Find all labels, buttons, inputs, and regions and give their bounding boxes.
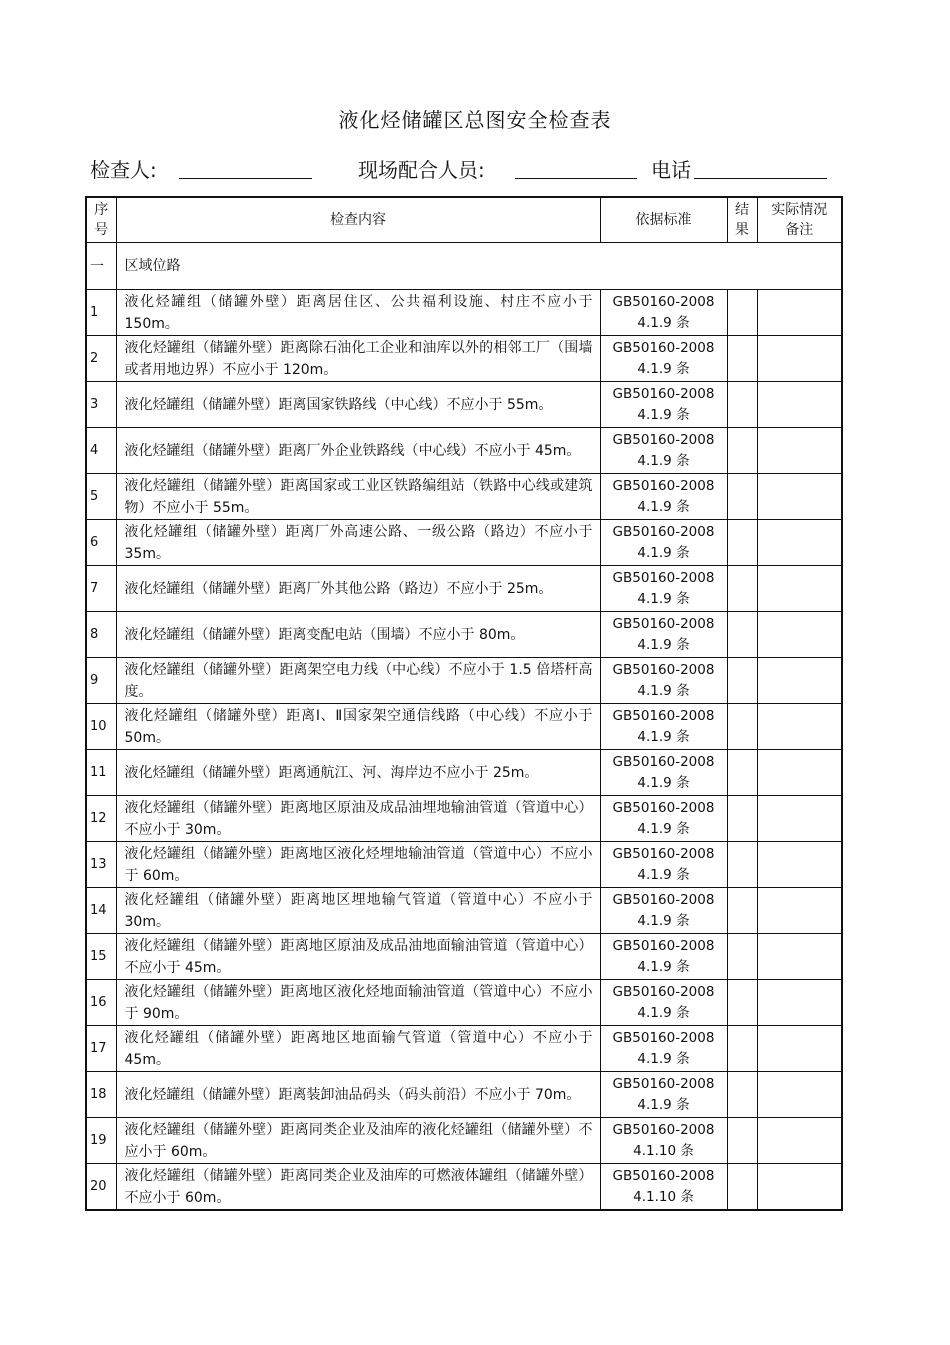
row-basis [600, 796, 727, 842]
row-number: 7 [86, 566, 116, 612]
row-content: 液化烃罐组（储罐外壁）距离除石油化工企业和油库以外的相邻工厂（围墙或者用地边界）不应小于 120m。 [116, 336, 600, 382]
row-basis [600, 934, 727, 980]
row-number: 14 [86, 888, 116, 934]
col-header-content: 检查内容 [116, 197, 600, 243]
result-cell[interactable] [727, 382, 757, 428]
remark-cell[interactable] [757, 842, 842, 888]
row-content: 液化烃罐组（储罐外壁）距离地区埋地输气管道（管道中心）不应小于 30m。 [116, 888, 600, 934]
inspector-label: 检查人: [90, 158, 157, 182]
basis-standard: GB50160-2008 [612, 845, 715, 862]
basis-clause: 4.1.9 条 [637, 636, 690, 653]
basis-standard: GB50160-2008 [612, 1121, 715, 1138]
table-row [86, 612, 842, 658]
table-row [86, 428, 842, 474]
basis-clause: 4.1.9 条 [637, 590, 690, 607]
row-content: 液化烃罐组（储罐外壁）距离国家或工业区铁路编组站（铁路中心线或建筑物）不应小于 55m。 [116, 474, 600, 520]
page-title: 液化烃储罐区总图安全检查表 [338, 108, 612, 132]
table-row [86, 566, 842, 612]
row-basis [600, 1072, 727, 1118]
basis-clause: 4.1.9 条 [637, 728, 690, 745]
row-content: 液化烃罐组（储罐外壁）距离Ⅰ、Ⅱ国家架空通信线路（中心线）不应小于 50m。 [116, 704, 600, 750]
row-basis [600, 842, 727, 888]
row-number: 1 [86, 290, 116, 336]
result-cell[interactable] [727, 612, 757, 658]
result-cell[interactable] [727, 566, 757, 612]
basis-standard: GB50160-2008 [612, 661, 715, 678]
remark-cell[interactable] [757, 796, 842, 842]
row-basis [600, 658, 727, 704]
remark-cell[interactable] [757, 1118, 842, 1164]
basis-standard: GB50160-2008 [612, 799, 715, 816]
inspection-table [85, 196, 843, 1211]
basis-standard: GB50160-2008 [612, 293, 715, 310]
basis-clause: 4.1.9 条 [637, 1004, 690, 1021]
basis-standard: GB50160-2008 [612, 1167, 715, 1184]
table-row [86, 704, 842, 750]
row-basis [600, 566, 727, 612]
remark-cell[interactable] [757, 934, 842, 980]
result-cell[interactable] [727, 290, 757, 336]
row-number: 18 [86, 1072, 116, 1118]
row-basis [600, 290, 727, 336]
remark-cell[interactable] [757, 750, 842, 796]
basis-standard: GB50160-2008 [612, 983, 715, 1000]
row-content: 液化烃罐组（储罐外壁）距离通航江、河、海岸边不应小于 25m。 [116, 750, 600, 796]
table-row [86, 290, 842, 336]
remark-cell[interactable] [757, 520, 842, 566]
section-number: 一 [86, 243, 116, 290]
table-row [86, 520, 842, 566]
phone-label: 电话 [651, 158, 691, 182]
remark-cell[interactable] [757, 1072, 842, 1118]
row-content: 液化烃罐组（储罐外壁）距离地区地面输气管道（管道中心）不应小于 45m。 [116, 1026, 600, 1072]
row-basis [600, 612, 727, 658]
basis-clause: 4.1.9 条 [637, 360, 690, 377]
basis-clause: 4.1.9 条 [637, 498, 690, 515]
basis-clause: 4.1.9 条 [637, 912, 690, 929]
table-row [86, 336, 842, 382]
basis-clause: 4.1.9 条 [637, 682, 690, 699]
row-basis [600, 1118, 727, 1164]
result-cell[interactable] [727, 1118, 757, 1164]
basis-standard: GB50160-2008 [612, 339, 715, 356]
table-row [86, 888, 842, 934]
row-content: 液化烃罐组（储罐外壁）距离装卸油品码头（码头前沿）不应小于 70m。 [116, 1072, 600, 1118]
basis-standard: GB50160-2008 [612, 753, 715, 770]
row-number: 8 [86, 612, 116, 658]
remark-cell[interactable] [757, 980, 842, 1026]
remark-cell[interactable] [757, 1026, 842, 1072]
row-basis [600, 704, 727, 750]
row-content: 液化烃罐组（储罐外壁）距离厂外其他公路（路边）不应小于 25m。 [116, 566, 600, 612]
result-cell[interactable] [727, 842, 757, 888]
row-content: 液化烃罐组（储罐外壁）距离同类企业及油库的液化烃罐组（储罐外壁）不应小于 60m。 [116, 1118, 600, 1164]
remark-cell[interactable] [757, 382, 842, 428]
basis-clause: 4.1.9 条 [637, 958, 690, 975]
table-header-row [86, 197, 842, 243]
row-number: 6 [86, 520, 116, 566]
basis-standard: GB50160-2008 [612, 891, 715, 908]
basis-clause: 4.1.9 条 [637, 406, 690, 423]
row-content: 液化烃罐组（储罐外壁）距离架空电力线（中心线）不应小于 1.5 倍塔杆高度。 [116, 658, 600, 704]
row-basis [600, 980, 727, 1026]
remark-cell[interactable] [757, 1164, 842, 1211]
table-row [86, 474, 842, 520]
result-cell[interactable] [727, 750, 757, 796]
remark-cell[interactable] [757, 336, 842, 382]
row-basis [600, 888, 727, 934]
basis-standard: GB50160-2008 [612, 523, 715, 540]
table-row [86, 1118, 842, 1164]
result-cell[interactable] [727, 704, 757, 750]
basis-clause: 4.1.9 条 [637, 774, 690, 791]
basis-clause: 4.1.9 条 [637, 1096, 690, 1113]
basis-clause: 4.1.9 条 [637, 544, 690, 561]
row-content: 液化烃罐组（储罐外壁）距离同类企业及油库的可燃液体罐组（储罐外壁）不应小于 60m。 [116, 1164, 600, 1211]
coordinator-blank[interactable] [515, 178, 637, 179]
row-content: 液化烃罐组（储罐外壁）距离地区液化烃埋地输油管道（管道中心）不应小于 60m。 [116, 842, 600, 888]
result-cell[interactable] [727, 796, 757, 842]
table-row [86, 980, 842, 1026]
row-content: 液化烃罐组（储罐外壁）距离地区原油及成品油地面输油管道（管道中心）不应小于 45m。 [116, 934, 600, 980]
result-cell[interactable] [727, 428, 757, 474]
basis-standard: GB50160-2008 [612, 615, 715, 632]
basis-standard: GB50160-2008 [612, 569, 715, 586]
basis-standard: GB50160-2008 [612, 431, 715, 448]
row-basis [600, 474, 727, 520]
row-number: 12 [86, 796, 116, 842]
remark-cell[interactable] [757, 658, 842, 704]
table-row [86, 1072, 842, 1118]
result-cell[interactable] [727, 658, 757, 704]
row-content: 液化烃罐组（储罐外壁）距离地区液化烃地面输油管道（管道中心）不应小于 90m。 [116, 980, 600, 1026]
remark-cell[interactable] [757, 428, 842, 474]
result-cell[interactable] [727, 1072, 757, 1118]
row-number: 3 [86, 382, 116, 428]
col-header-remark: 实际情况备注 [757, 197, 842, 243]
result-cell[interactable] [727, 520, 757, 566]
table-row [86, 382, 842, 428]
basis-clause: 4.1.9 条 [637, 1050, 690, 1067]
phone-blank[interactable] [694, 178, 827, 179]
inspector-blank[interactable] [179, 178, 312, 179]
basis-standard: GB50160-2008 [612, 385, 715, 402]
basis-clause: 4.1.9 条 [637, 866, 690, 883]
basis-clause: 4.1.10 条 [633, 1142, 694, 1159]
table-row [86, 750, 842, 796]
row-basis [600, 750, 727, 796]
table-row [86, 842, 842, 888]
row-number: 16 [86, 980, 116, 1026]
table-row [86, 934, 842, 980]
basis-standard: GB50160-2008 [612, 937, 715, 954]
row-basis [600, 382, 727, 428]
row-content: 液化烃罐组（储罐外壁）距离地区原油及成品油埋地输油管道（管道中心）不应小于 30m。 [116, 796, 600, 842]
result-cell[interactable] [727, 336, 757, 382]
row-number: 17 [86, 1026, 116, 1072]
table-row [86, 1026, 842, 1072]
result-cell[interactable] [727, 980, 757, 1026]
basis-standard: GB50160-2008 [612, 707, 715, 724]
col-header-basis: 依据标准 [600, 197, 727, 243]
section-title: 区域位路 [116, 243, 842, 290]
row-content: 液化烃罐组（储罐外壁）距离厂外企业铁路线（中心线）不应小于 45m。 [116, 428, 600, 474]
row-number: 13 [86, 842, 116, 888]
table-row [86, 658, 842, 704]
remark-cell[interactable] [757, 566, 842, 612]
basis-standard: GB50160-2008 [612, 477, 715, 494]
basis-clause: 4.1.9 条 [637, 314, 690, 331]
result-cell[interactable] [727, 1026, 757, 1072]
remark-cell[interactable] [757, 704, 842, 750]
basis-clause: 4.1.9 条 [637, 452, 690, 469]
row-number: 10 [86, 704, 116, 750]
row-content: 液化烃罐组（储罐外壁）距离国家铁路线（中心线）不应小于 55m。 [116, 382, 600, 428]
row-number: 5 [86, 474, 116, 520]
row-content: 液化烃罐组（储罐外壁）距离变配电站（围墙）不应小于 80m。 [116, 612, 600, 658]
row-number: 4 [86, 428, 116, 474]
row-number: 20 [86, 1164, 116, 1211]
coordinator-label: 现场配合人员: [358, 158, 485, 182]
row-basis [600, 520, 727, 566]
row-number: 11 [86, 750, 116, 796]
basis-standard: GB50160-2008 [612, 1075, 715, 1092]
table-row [86, 1164, 842, 1211]
row-content: 液化烃罐组（储罐外壁）距离居住区、公共福利设施、村庄不应小于 150m。 [116, 290, 600, 336]
col-header-seq: 序号 [86, 197, 116, 243]
basis-standard: GB50160-2008 [612, 1029, 715, 1046]
section-row [86, 243, 842, 290]
result-cell[interactable] [727, 888, 757, 934]
result-cell[interactable] [727, 934, 757, 980]
row-number: 19 [86, 1118, 116, 1164]
remark-cell[interactable] [757, 290, 842, 336]
col-header-result: 结果 [727, 197, 757, 243]
result-cell[interactable] [727, 1164, 757, 1211]
row-content: 液化烃罐组（储罐外壁）距离厂外高速公路、一级公路（路边）不应小于 35m。 [116, 520, 600, 566]
remark-cell[interactable] [757, 474, 842, 520]
row-number: 2 [86, 336, 116, 382]
row-basis [600, 1164, 727, 1211]
row-basis [600, 428, 727, 474]
row-number: 15 [86, 934, 116, 980]
result-cell[interactable] [727, 474, 757, 520]
row-basis [600, 1026, 727, 1072]
table-row [86, 796, 842, 842]
row-basis [600, 336, 727, 382]
remark-cell[interactable] [757, 612, 842, 658]
remark-cell[interactable] [757, 888, 842, 934]
basis-clause: 4.1.10 条 [633, 1188, 694, 1205]
row-number: 9 [86, 658, 116, 704]
basis-clause: 4.1.9 条 [637, 820, 690, 837]
